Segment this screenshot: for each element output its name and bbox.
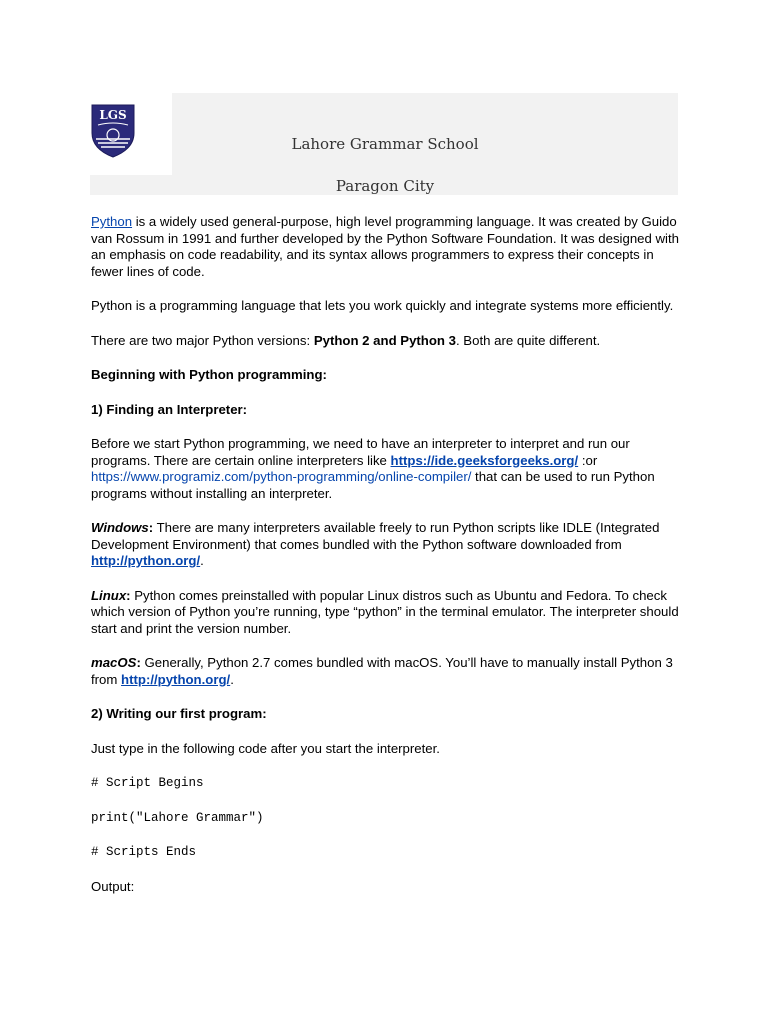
interpreter-text-2: :or (578, 452, 598, 468)
windows-paragraph (91, 520, 681, 570)
efficiency-paragraph: Python is a programming language that lets you work quickly and integrate systems more efficiently. (91, 298, 674, 313)
linux-label: Linux (91, 587, 127, 603)
interpreter-text-1: Before we start Python programming, we need to have an interpreter to interpret and run our programs. There are certain online interpreters like (91, 436, 630, 468)
document-body (91, 214, 681, 913)
document-header (72, 93, 678, 195)
intro-text: is a widely used general-purpose, high level programming language. It was created by Guido van Rossum in 1991 and further developed by the Python Software Foundation. It was designed with an emphasis on code readability, and its syntax allows programmers to express their concepts in fewer lines of code. (91, 214, 679, 279)
logo-text: LGS (99, 108, 127, 122)
heading-interpreter: 1) Finding an Interpreter: (91, 401, 248, 417)
windows-colon: : (148, 520, 154, 535)
school-crest-logo (90, 103, 136, 159)
macos-text: Generally, Python 2.7 comes bundled with macOS. You’ll have to manually install Python 3 from (91, 655, 673, 687)
macos-label: macOS (91, 655, 137, 670)
output-label: Output: (91, 878, 135, 894)
intro-paragraph (91, 214, 681, 280)
versions-paragraph (91, 333, 681, 350)
python-link[interactable]: Python (91, 214, 133, 229)
code-line-print: print("Lahore Grammar") (91, 810, 264, 825)
programiz-link[interactable]: https://www.programiz.com/python-programming/online-compiler/ (91, 469, 472, 484)
heading-beginning: Beginning with Python programming: (91, 367, 327, 382)
versions-pre: There are two major Python versions: (91, 332, 314, 348)
python-org-link-windows[interactable]: http://python.org/ (91, 553, 201, 568)
windows-label: Windows (91, 520, 149, 535)
first-program-paragraph: Just type in the following code after you start the interpreter. (91, 740, 440, 756)
linux-paragraph (91, 588, 681, 638)
versions-post: . Both are quite different. (455, 332, 601, 348)
linux-colon: : (126, 587, 131, 603)
code-line-comment-begin: # Script Begins (91, 776, 204, 790)
geeksforgeeks-link[interactable]: https://ide.geeksforgeeks.org/ (390, 452, 579, 468)
windows-end: . (200, 553, 204, 568)
header-title-band (172, 93, 678, 175)
code-line-comment-end: # Scripts Ends (91, 845, 197, 859)
interpreter-text-3: that can be used to run Python programs without installing an interpreter. (91, 469, 655, 501)
interpreter-paragraph (91, 436, 681, 502)
linux-text: Python comes preinstalled with popular Linux distros such as Ubuntu and Fedora. To check which version of Python you’re running, type “python” in the terminal emulator. The interpreter should start and print the version number. (91, 587, 679, 636)
python-org-link-macos[interactable]: http://python.org/ (121, 671, 231, 687)
versions-bold: Python 2 and Python 3 (313, 332, 456, 348)
heading-first-program: 2) Writing our first program: (91, 706, 267, 721)
macos-paragraph (91, 655, 681, 688)
macos-end: . (230, 671, 234, 687)
school-name: Lahore Grammar School (291, 135, 479, 153)
macos-colon: : (136, 655, 141, 670)
windows-text: There are many interpreters available freely to run Python scripts like IDLE (Integrated Development Environment) that comes bundled with the Python software downloaded from (91, 520, 660, 552)
city-name: Paragon City (335, 177, 435, 195)
